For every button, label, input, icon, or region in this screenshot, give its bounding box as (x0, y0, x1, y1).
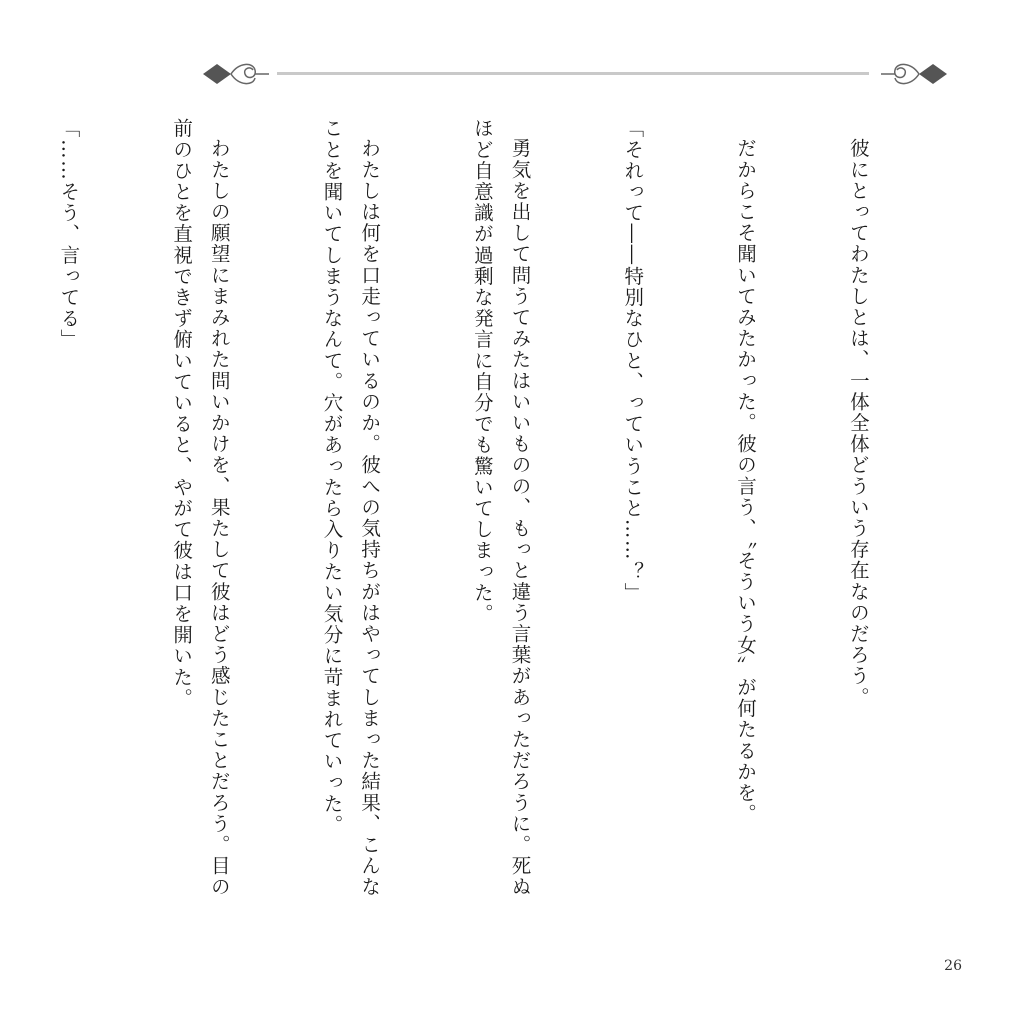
page-number: 26 (944, 958, 962, 974)
body-text (57, 118, 952, 918)
paragraph: だからこそ聞いてみたかった。彼の言う、〝そういう女〟が何たるかを。 (734, 137, 758, 825)
paragraph: わたしの願望にまみれた問いかけを、果たして彼はどう感じたことだろう。目の前のひとを直視できず俯いていると、やがて彼は口を開いた。 (170, 118, 231, 898)
paragraph: 勇気を出して問うてみたはいいものの、もっと違う言葉があっただろうに。死ぬほど自意識が過剰な発言に自分でも驚いてしまった。 (470, 118, 532, 898)
header-ornament (195, 52, 955, 96)
dialogue-line: 「それって――特別なひと、っていうこと……？」 (621, 118, 645, 604)
paragraph: 彼にとってわたしとは、一体全体どういう存在なのだろう。 (846, 137, 870, 708)
dialogue-line: 「……そう、言ってる」 (57, 118, 81, 351)
ornament-left-icon (203, 64, 269, 84)
ornament-right-icon (881, 64, 947, 84)
header-rule (277, 72, 869, 75)
paragraph: わたしは何を口走っているのか。彼への気持ちがはやってしまった結果、こんなことを聞いてしまうなんて。穴があったら入りたい気分に苛まれていった。 (320, 118, 382, 898)
